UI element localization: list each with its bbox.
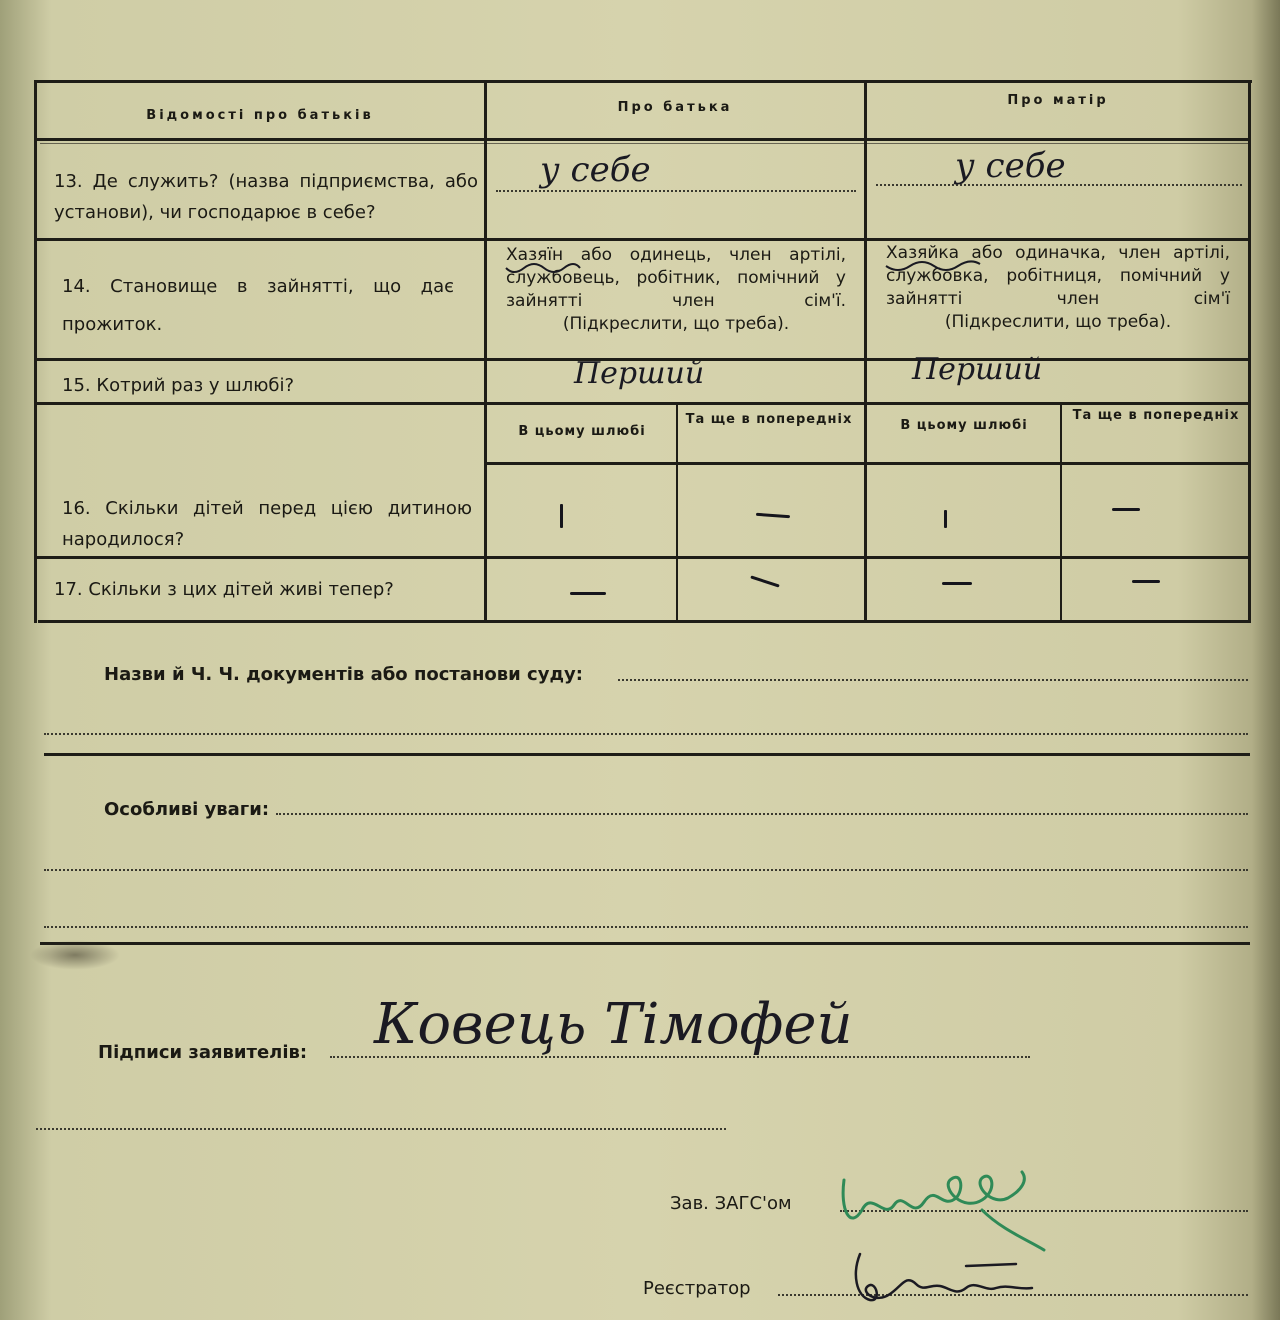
q15-label: 15. Котрий раз у шлюбі? bbox=[62, 375, 295, 396]
q13-mother-answer: у себе bbox=[955, 146, 1066, 186]
q17-label: 17. Скільки з цих дітей живі тепер? bbox=[54, 579, 394, 600]
q17-value-father-prev bbox=[750, 575, 779, 587]
row-divider-16 bbox=[34, 556, 1250, 559]
q14-label: 14. Становище в зайнятті, що дає прожиток. bbox=[62, 276, 454, 335]
registrar-label: Реєстратор bbox=[643, 1278, 751, 1299]
q16-value-father-prev bbox=[756, 513, 790, 518]
q17-value-mother-this bbox=[942, 582, 972, 585]
applicant-signature: Ковець Тімофей bbox=[374, 992, 853, 1057]
q14-father-note: (Підкреслити, що треба). bbox=[562, 314, 790, 334]
underline-father-mark bbox=[504, 262, 584, 282]
table-right-border bbox=[1248, 80, 1251, 623]
table-bottom-border bbox=[38, 620, 1250, 623]
q16-mother-sub-prev: Та ще в попередніх bbox=[1072, 408, 1240, 423]
row-divider-header bbox=[34, 138, 1250, 141]
table-top-border bbox=[34, 80, 1252, 83]
q15-mother-answer: Перший bbox=[912, 352, 1043, 387]
q14-mother-note: (Підкреслити, що треба). bbox=[944, 312, 1172, 332]
q16-value-father-this bbox=[560, 504, 563, 528]
header-mother: Про матір bbox=[1007, 93, 1109, 108]
underline-mother-mark bbox=[884, 258, 984, 278]
remarks-label: Особливі уваги: bbox=[104, 799, 270, 820]
q14-mother-options bbox=[886, 242, 1230, 334]
section-divider-2 bbox=[40, 942, 1250, 945]
col-divider-1 bbox=[484, 80, 487, 623]
q16-mother-sub-this: В цьому шлюбі bbox=[900, 418, 1028, 433]
q14-father-options bbox=[506, 244, 846, 336]
subheader-divider bbox=[486, 462, 1250, 465]
remarks-line-2 bbox=[44, 869, 1248, 871]
documents-line-1 bbox=[618, 679, 1248, 681]
row-divider-15 bbox=[34, 402, 1250, 405]
q16-value-mother-prev bbox=[1112, 508, 1140, 511]
registrar-signature bbox=[846, 1244, 1046, 1314]
signatures-label: Підписи заявителів: bbox=[98, 1042, 308, 1063]
table-left-border bbox=[34, 80, 37, 623]
subcol-divider-mother bbox=[1060, 402, 1062, 622]
signatures-line-2 bbox=[36, 1128, 726, 1130]
q13-label: 13. Де служить? (назва підприємства, або установи), чи господарює в себе? bbox=[54, 171, 478, 223]
q16-father-sub-this: В цьому шлюбі bbox=[518, 424, 646, 439]
head-registry-label: Зав. ЗАГС'ом bbox=[670, 1193, 792, 1214]
q14-father-options-text: Хазяїн або одинець, член артілі, службовець, робітник, помічний у зайнятті член сім'ї. bbox=[506, 245, 846, 311]
q15-father-answer: Перший bbox=[574, 356, 705, 391]
header-parents-info: Відомості про батьків bbox=[146, 108, 374, 123]
q16-label: 16. Скільки дітей перед цією дитиною народилося? bbox=[62, 498, 472, 550]
page-edge-shadow bbox=[1252, 0, 1280, 1320]
q17-value-mother-prev bbox=[1132, 580, 1160, 583]
remarks-line-3 bbox=[44, 926, 1248, 928]
q16-value-mother-this bbox=[944, 510, 947, 528]
header-father: Про батька bbox=[617, 100, 733, 115]
documents-label: Назви й Ч. Ч. документів або постанови суду: bbox=[104, 664, 583, 685]
ink-stain bbox=[30, 940, 120, 970]
row-divider-13 bbox=[34, 238, 1250, 241]
q14-mother-options-text: Хазяйка або одиначка, член артілі, службовка, робітниця, помічний у зайнятті член сім'ї bbox=[886, 243, 1230, 309]
section-divider-1 bbox=[44, 753, 1250, 756]
q16-father-sub-prev: Та ще в попередніх bbox=[685, 412, 853, 427]
remarks-line-1 bbox=[276, 813, 1248, 815]
col-divider-2 bbox=[864, 80, 867, 623]
documents-line-2 bbox=[44, 733, 1248, 735]
q13-father-answer: у себе bbox=[540, 150, 651, 190]
subcol-divider-father bbox=[676, 402, 678, 622]
q17-value-father-this bbox=[570, 592, 606, 595]
